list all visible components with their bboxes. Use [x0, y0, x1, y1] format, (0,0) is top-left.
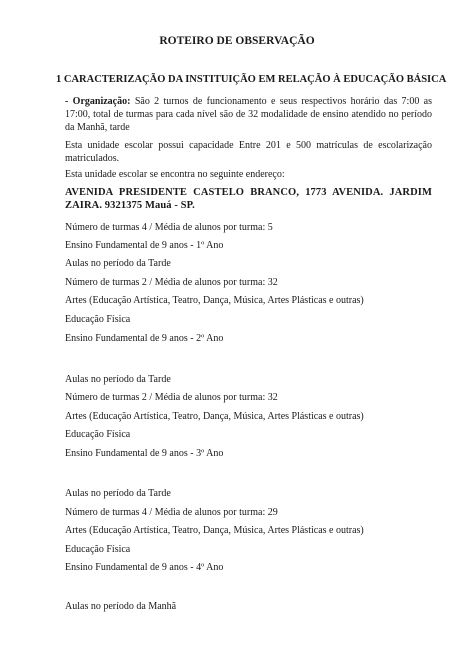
organizacao-label: - Organização:	[65, 96, 131, 107]
text-line: Ensino Fundamental de 9 anos - 3º Ano	[65, 448, 224, 459]
organizacao-paragraph	[65, 95, 432, 134]
text-line: Ensino Fundamental de 9 anos - 1º Ano	[65, 240, 224, 251]
text-line: Educação Física	[65, 314, 131, 325]
text-line: Artes (Educação Artística, Teatro, Dança, Música, Artes Plásticas e outras)	[65, 411, 364, 422]
text-line: Aulas no período da Tarde	[65, 374, 171, 385]
text-line: Número de turmas 4 / Média de alunos por turma: 29	[65, 507, 278, 518]
text-line: Aulas no período da Manhã	[65, 601, 177, 612]
text-line: Número de turmas 4 / Média de alunos por turma: 5	[65, 222, 273, 233]
text-line: Aulas no período da Tarde	[65, 488, 171, 499]
organizacao-text: São 2 turnos de funcionamento e seus respectivos horário das 7:00 as 17:00, total de turmas para cada nível são de 32 modalidade de ensino atendido no período da Manhã, tarde	[65, 96, 433, 133]
text-line: Ensino Fundamental de 9 anos - 4º Ano	[65, 562, 224, 573]
text-line: Artes (Educação Artística, Teatro, Dança, Música, Artes Plásticas e outras)	[65, 295, 364, 306]
capacidade-paragraph: Esta unidade escolar possui capacidade Entre 201 e 500 matrículas de escolarização matriculados.	[65, 140, 432, 164]
text-line: Educação Física	[65, 429, 131, 440]
text-line: Artes (Educação Artística, Teatro, Dança, Música, Artes Plásticas e outras)	[65, 525, 364, 536]
endereco-intro: Esta unidade escolar se encontra no seguinte endereço:	[65, 169, 285, 180]
text-line: Ensino Fundamental de 9 anos - 2º Ano	[65, 333, 224, 344]
text-line: Número de turmas 2 / Média de alunos por turma: 32	[65, 277, 278, 288]
section-heading: 1 CARACTERIZAÇÃO DA INSTITUIÇÃO EM RELAÇÃO À EDUCAÇÃO BÁSICA	[56, 74, 447, 85]
text-line: Aulas no período da Tarde	[65, 258, 171, 269]
text-line: Número de turmas 2 / Média de alunos por turma: 32	[65, 392, 278, 403]
document-title: ROTEIRO DE OBSERVAÇÃO	[159, 35, 315, 47]
text-line: Educação Física	[65, 544, 131, 555]
endereco-address: AVENIDA PRESIDENTE CASTELO BRANCO, 1773 AVENIDA. JARDIM ZAIRA. 9321375 Mauá - SP.	[65, 187, 432, 211]
